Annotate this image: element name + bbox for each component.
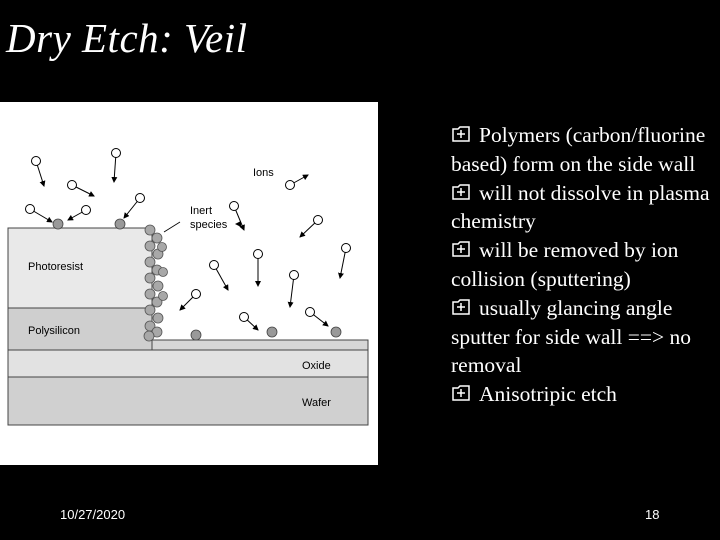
bullet-text: will not dissolve in plasma chemistry: [451, 180, 710, 234]
bullet-item: [451, 179, 713, 237]
bullet-item: [451, 380, 713, 409]
label-inert-line2: species: [190, 219, 228, 231]
bullet-text: Anisotripic etch: [479, 382, 617, 407]
veil-diagram: [0, 102, 378, 465]
bullet-list: [451, 121, 713, 409]
slide-title: Dry Etch: Veil: [6, 15, 248, 61]
folder-plus-icon: [451, 238, 471, 258]
polysilicon-step-layer: [152, 340, 368, 350]
folder-plus-icon: [451, 382, 471, 402]
label-photoresist: Photoresist: [28, 261, 84, 273]
bullet-text: will be removed by ion collision (sputtering): [451, 238, 679, 291]
folder-plus-icon: [451, 181, 471, 201]
folder-plus-icon: [451, 296, 471, 316]
bullet-text: usually glancing angle sputter for side wall ==> no removal: [451, 295, 691, 378]
label-oxide: Oxide: [302, 360, 331, 372]
bullet-text: Polymers (carbon/fluorine based) form on the side wall: [451, 123, 706, 176]
label-ions: Ions: [253, 167, 274, 179]
page-number: 18: [645, 507, 660, 522]
label-wafer: Wafer: [302, 397, 331, 409]
label-polysilicon: Polysilicon: [28, 325, 80, 337]
bullet-item: [451, 121, 713, 179]
label-inert-line1: Inert: [190, 205, 213, 217]
footer-date: 10/27/2020: [60, 507, 126, 522]
folder-plus-icon: [451, 123, 471, 143]
bullet-item: [451, 294, 713, 380]
bullet-item: [451, 236, 713, 294]
